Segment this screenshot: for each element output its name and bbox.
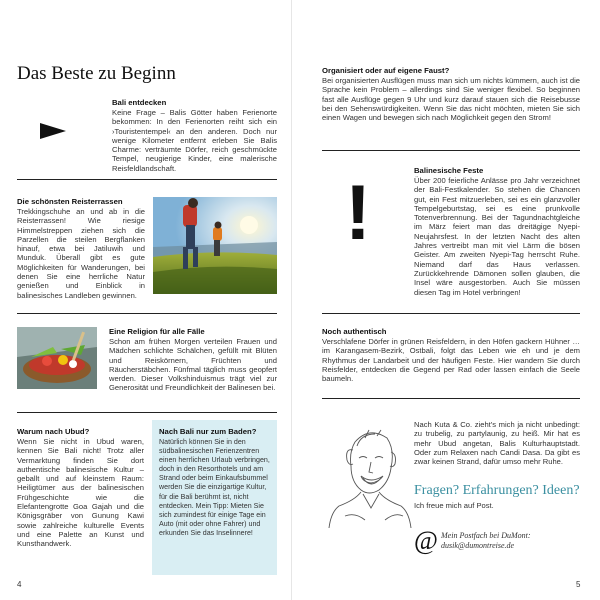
bali-text: Keine Frage – Balis Götter haben Ferienorte bekommen: In den Ferienorten reiht sich ein ›Touristentempel‹ an den anderen. Doch nur wenige Kilometer entfernt erleben Sie Balis Charme: verträumte Dörfer, reich geschmückte Tempel, neugierige Kinder, eine malerische Reisfeldlandschaft. — [112, 108, 277, 173]
at-sign-icon: @ — [414, 526, 438, 555]
right-page — [293, 0, 600, 600]
mail-label: Mein Postfach bei DuMont: — [441, 531, 531, 540]
ausflug-heading: Organisiert oder auf eigene Faust? — [322, 66, 450, 75]
divider — [322, 313, 580, 314]
authentisch-heading: Noch authentisch — [322, 327, 387, 336]
play-arrow-icon — [38, 123, 68, 139]
ubud-heading: Warum nach Ubud? — [17, 427, 90, 436]
baden-heading: Nach Bali nur zum Baden? — [159, 427, 257, 436]
divider — [17, 313, 277, 314]
bali-heading: Bali entdecken — [112, 98, 167, 107]
feste-text: Über 200 feierliche Anlässe pro Jahr verzeichnet der Bali-Festkalender. So stehen die Chancen gut, ein Fest mitzuerleben, sei es ein glanzvoller Tempelgeburtstag, sei es eine prunkvolle Totenverbrennung. Bei der Tagundnachtgleiche im März feiert man das dreitägige Nyepi-Neujahrsfest. In der letzten Nacht des alten Jahres vertreibt man mit viel Lärm die bösen Geister. Am zweiten Nyepi-Tag herrscht Ruhe. Niemand darf das Haus verlassen. Zurückkehrende Dämonen sollen glauben, die Insel wäre ausgestorben. Auch Sie müssen diesen Tag im Hotel verbringen! — [414, 176, 580, 297]
page-number: 4 — [17, 580, 22, 589]
author-text: Nach Kuta & Co. zieht's mich ja nicht unbedingt: zu trubelig, zu partylaunig, zu heiß. Mir hat es mehr Ubud angetan, Balis Kulturhauptstadt. Oder zum Relaxen nach Candi Dasa. Da gibt es zwar keinen Strand, dafür umso mehr Ruhe. — [414, 420, 580, 467]
left-page — [0, 0, 292, 600]
post-text: Ich freue mich auf Post. — [414, 501, 494, 510]
mail-address[interactable]: dusik@dumontreise.de — [441, 541, 515, 550]
exclamation-icon: ! — [345, 168, 371, 256]
feste-heading: Balinesische Feste — [414, 166, 484, 175]
author-portrait — [325, 420, 415, 530]
offering-photo — [17, 327, 97, 389]
tip-box — [152, 420, 277, 575]
divider — [17, 412, 277, 413]
reis-heading: Die schönsten Reisterrassen — [17, 197, 123, 206]
page-number: 5 — [576, 580, 581, 589]
divider — [322, 398, 580, 399]
baden-text: Natürlich können Sie in den südbalinesischen Ferienzentren einen herrlichen Urlaub verbringen, doch in den Resorthotels und am Strand oder beim Einkaufsbummel werden Sie die einzigartige Kultur, für die Bali berühmt ist, nicht entdecken. Mein Tipp: Mieten Sie sich zumindest für einige Tage ein Auto (mit oder ohne Fahrer) und erkunden Sie das Inselinnere! — [159, 438, 270, 537]
religion-text: Schon am frühen Morgen verteilen Frauen und Mädchen schlichte Schälchen, gefüllt mit Blüten und Reiskörnern, Früchten und Räucherstäbchen. Fünfmal täglich muss geopfert werden. Dieser Volkshinduismus trägt viel zur Generosität und Freundlichkeit der Balinesen bei. — [109, 337, 277, 393]
ubud-text: Wenn Sie nicht in Ubud waren, kennen Sie Bali nicht! Trotz aller Vermarktung finden Sie dort authentische balinesische Kultur – geballt und auf kleinstem Raum: Heiligtümer aus der balinesischen Frühgeschichte wie die Elefantengrotte Goa Gajah und die Königsgräber von Gunung Kawi sowie zahlreiche kulturelle Events und eine Palette an Kunst und Kunsthandwerk. — [17, 437, 144, 549]
authentisch-text: Verschlafene Dörfer in grünen Reisfeldern, in den Höfen gackern Hühner … im Karangasem-Bezirk, Ostbali, folgt das Leben wie eh und je dem Rhythmus der Landarbeit und der häufigen Feste. Hier wandern Sie durch Reisfelder, entdecken die Gegend per Rad oder lassen einfach die Seele baumeln. — [322, 337, 580, 384]
hikers-photo — [153, 197, 277, 294]
ausflug-text: Bei organisierten Ausflügen muss man sich um nichts kümmern, auch ist die Sprache kein Problem – allerdings sind Sie weniger flexibel. So beginnen fast alle Ausflüge gegen 9 Uhr und kurz darauf stauen sich die Reisebusse bei den Sehenswürdigkeiten. Wenn Sie das nicht möchten, mieten Sie sich einen Wagen und bewegen sich nach Möglichkeit gegen den Strom! — [322, 76, 580, 123]
divider — [322, 150, 580, 151]
reis-text: Trekkingschuhe an und ab in die Reisterrassen! Wie riesige Himmelstreppen ziehen sich die Parzellen die steilen Bergflanken hinauf, etwa bei Jatiluwih und Munduk. Überall gibt es gute Möglichkeiten für Wanderungen, bei denen Sie eine herrliche Natur genießen und Einblick in balinesisches Landleben gewinnen. — [17, 207, 145, 300]
divider — [17, 179, 277, 180]
question-heading: Fragen? Erfahrungen? Ideen? — [414, 483, 580, 498]
religion-heading: Eine Religion für alle Fälle — [109, 327, 205, 336]
page-title: Das Beste zu Beginn — [17, 63, 176, 84]
